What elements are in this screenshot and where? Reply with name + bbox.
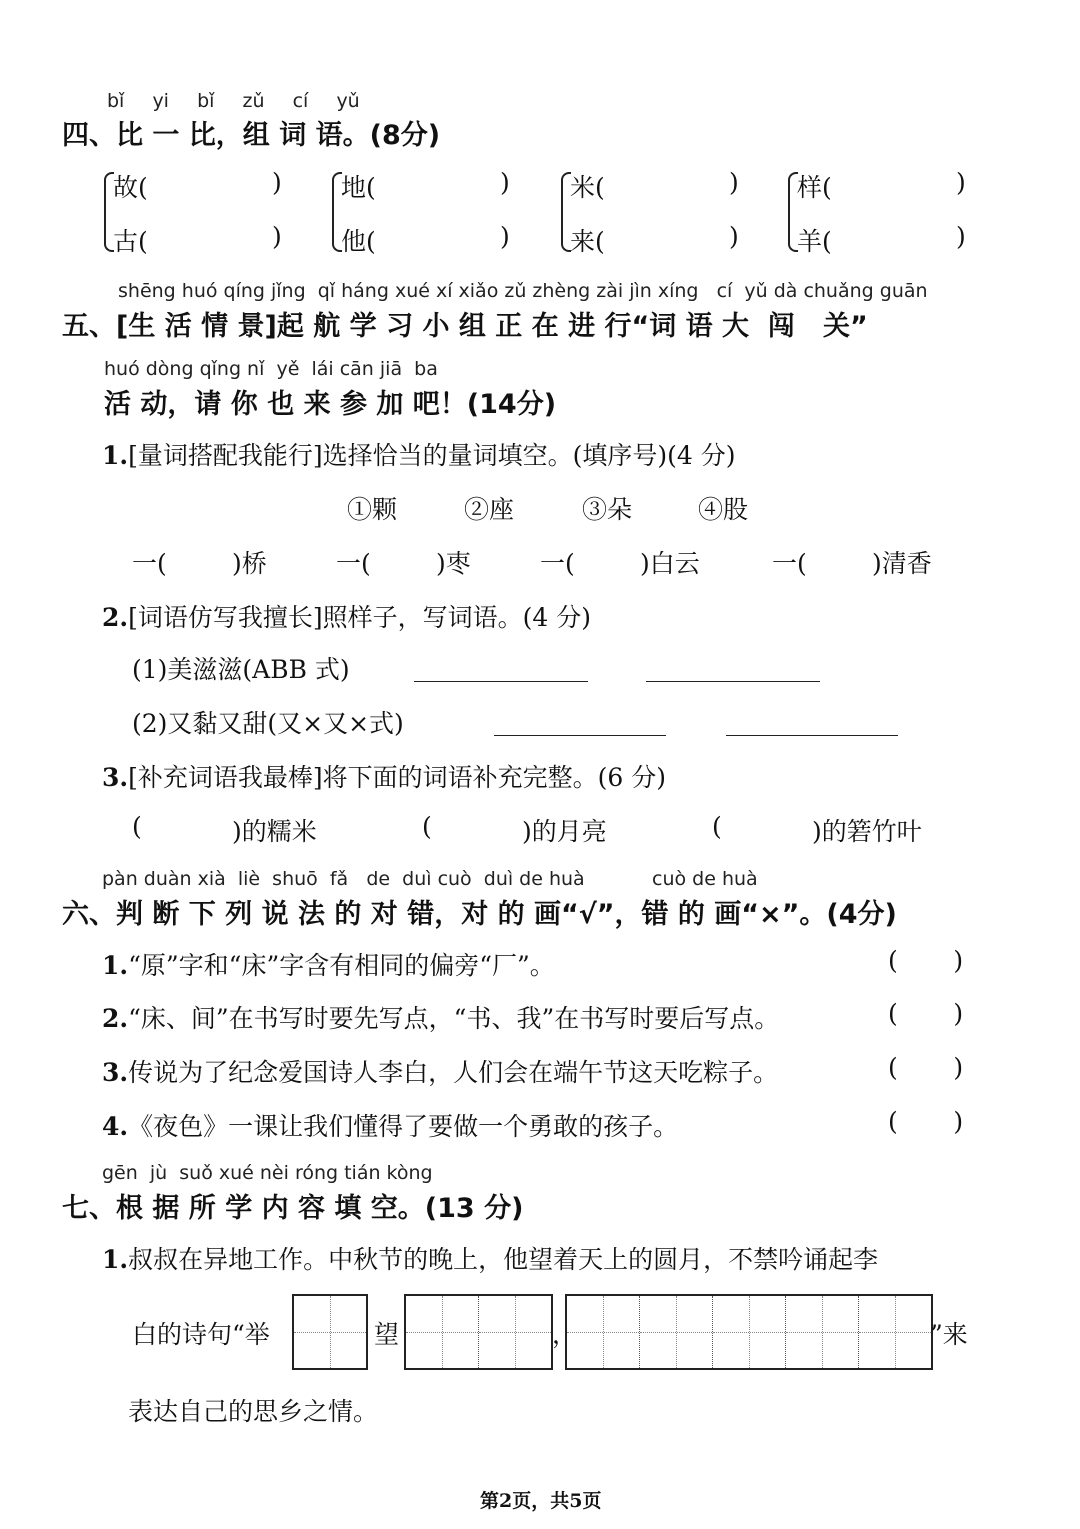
judge-item-4 <box>102 1107 678 1143</box>
blank-2-pre: 一( <box>336 549 371 578</box>
pinyin: yi <box>152 90 169 112</box>
paren-close: ) <box>729 222 739 251</box>
sec6-pinyin-2: cuò de huà <box>652 868 758 890</box>
paren-close: ) <box>500 222 510 251</box>
sec7-pinyin: gēn jù suǒ xué nèi róng tián kòng <box>102 1162 433 1184</box>
q3-item-3-pre: ( <box>712 812 722 841</box>
question-number: 1. <box>102 441 129 470</box>
question-text: 《夜色》一课让我们懂得了要做一个勇敢的孩子。 <box>128 1112 679 1141</box>
pair-top: 故( <box>113 173 148 202</box>
sec7-q1-line1 <box>102 1240 878 1276</box>
blank-4-pre: 一( <box>772 549 807 578</box>
poem-pre: 白的诗句“举 <box>132 1320 270 1349</box>
grid-cell[interactable] <box>713 1296 786 1368</box>
answer-line[interactable] <box>494 735 666 736</box>
pair-bottom: 古( <box>113 227 148 256</box>
question-text: [补充词语我最棒]将下面的词语补充完整。(6 分) <box>128 763 666 792</box>
answer-line[interactable] <box>414 681 588 682</box>
writing-grid-3[interactable] <box>565 1294 933 1370</box>
blank-2-post: )枣 <box>436 549 471 578</box>
question-number: 4. <box>102 1112 129 1141</box>
question-number: 1. <box>102 951 129 980</box>
q3-item-1-pre: ( <box>132 812 142 841</box>
sec5-q3 <box>102 758 666 794</box>
sec5-pinyin-1: shēng huó qíng jǐng qǐ háng xué xí xiǎo zǔ zhèng zài jìn xíng cí yǔ dà chuǎng guān <box>118 280 928 302</box>
sec4-title: 四、比 一 比，组 词 语。(8分) <box>62 120 441 151</box>
poem-post: ”来 <box>930 1320 968 1349</box>
judge-item-2 <box>102 999 779 1035</box>
blank-1-post: )桥 <box>232 549 267 578</box>
q2-item-1: (1)美滋滋(ABB 式) <box>132 655 350 684</box>
sec5-title-2: 活 动，请 你 也 来 参 加 吧！(14分) <box>104 389 557 420</box>
question-number: 2. <box>102 1004 129 1033</box>
question-number: 3. <box>102 763 129 792</box>
poem-mid: 望 <box>374 1320 400 1349</box>
paren-close: ) <box>729 168 739 197</box>
grid-cell[interactable] <box>786 1296 859 1368</box>
pinyin: yǔ <box>336 90 360 112</box>
pinyin: bǐ <box>197 90 215 112</box>
q3-item-3-post: )的箬竹叶 <box>812 817 922 846</box>
paren-close: ) <box>956 168 966 197</box>
option-2: ②座 <box>464 495 515 524</box>
question-text: “原”字和“床”字含有相同的偏旁“厂”。 <box>128 951 555 980</box>
option-1: ①颗 <box>347 495 398 524</box>
grid-cell[interactable] <box>406 1296 479 1368</box>
sec5-title-1: 五、[生 活 情 景]起 航 学 习 小 组 正 在 进 行“词 语 大 闯 关” <box>62 311 868 342</box>
answer-line[interactable] <box>646 681 820 682</box>
judge-item-1 <box>102 946 555 982</box>
question-number: 1. <box>102 1245 129 1274</box>
judge-answer-1[interactable]: ( ) <box>888 946 964 975</box>
q2-item-2: (2)又黏又甜(又×又×式) <box>132 709 404 738</box>
judge-answer-2[interactable]: ( ) <box>888 999 964 1028</box>
poem-comma: ， <box>552 1320 578 1349</box>
grid-cell[interactable] <box>859 1296 931 1368</box>
sec5-q1 <box>102 436 735 472</box>
paren-close: ) <box>500 168 510 197</box>
question-number: 2. <box>102 603 129 632</box>
blank-3-post: )白云 <box>640 549 700 578</box>
sec7-title: 七、根 据 所 学 内 容 填 空。(13 分) <box>62 1193 524 1224</box>
blank-1-pre: 一( <box>132 549 167 578</box>
page-number: 第2页，共5页 <box>480 1490 602 1512</box>
blank-4-post: )清香 <box>872 549 932 578</box>
pair-top: 米( <box>570 173 605 202</box>
writing-grid-2[interactable] <box>404 1294 553 1370</box>
question-text: “床、间”在书写时要先写点，“书、我”在书写时要后写点。 <box>128 1004 780 1033</box>
option-4: ④股 <box>698 495 749 524</box>
sec7-q1-line3: 表达自己的思乡之情。 <box>128 1397 379 1426</box>
pinyin: zǔ <box>242 90 265 112</box>
question-text: [词语仿写我擅长]照样子，写词语。(4 分) <box>128 603 591 632</box>
sec6-title: 六、判 断 下 列 说 法 的 对 错，对 的 画“√”，错 的 画“×”。(4分) <box>62 899 897 930</box>
paren-close: ) <box>272 222 282 251</box>
paren-close: ) <box>272 168 282 197</box>
grid-cell[interactable] <box>640 1296 713 1368</box>
pair-bottom: 他( <box>341 227 376 256</box>
question-text: [量词搭配我能行]选择恰当的量词填空。(填序号)(4 分) <box>128 441 736 470</box>
writing-grid-1[interactable] <box>292 1294 368 1370</box>
question-text: 叔叔在异地工作。中秋节的晚上，他望着天上的圆月，不禁吟诵起李 <box>128 1245 879 1274</box>
grid-cell[interactable] <box>479 1296 551 1368</box>
question-text: 传说为了纪念爱国诗人李白，人们会在端午节这天吃粽子。 <box>128 1058 779 1087</box>
grid-cell[interactable] <box>567 1296 640 1368</box>
option-3: ③朵 <box>582 495 633 524</box>
sec6-pinyin-1: pàn duàn xià liè shuō fǎ de duì cuò duì de huà <box>102 868 585 890</box>
pair-bottom: 羊( <box>797 227 832 256</box>
sec5-q2 <box>102 598 591 634</box>
pair-top: 地( <box>341 173 376 202</box>
judge-answer-3[interactable]: ( ) <box>888 1053 964 1082</box>
answer-line[interactable] <box>726 735 898 736</box>
pair-top: 样( <box>797 173 832 202</box>
sec4-pinyin <box>107 90 360 112</box>
pair-bottom: 来( <box>570 227 605 256</box>
pinyin: bǐ <box>107 90 125 112</box>
pinyin: cí <box>292 90 309 112</box>
q3-item-1-post: )的糯米 <box>232 817 317 846</box>
grid-cell[interactable] <box>294 1296 366 1368</box>
sec5-pinyin-2: huó dòng qǐng nǐ yě lái cān jiā ba <box>104 358 438 380</box>
q3-item-2-pre: ( <box>422 812 432 841</box>
question-number: 3. <box>102 1058 129 1087</box>
judge-item-3 <box>102 1053 778 1089</box>
judge-answer-4[interactable]: ( ) <box>888 1107 964 1136</box>
q3-item-2-post: )的月亮 <box>522 817 607 846</box>
paren-close: ) <box>956 222 966 251</box>
blank-3-pre: 一( <box>540 549 575 578</box>
